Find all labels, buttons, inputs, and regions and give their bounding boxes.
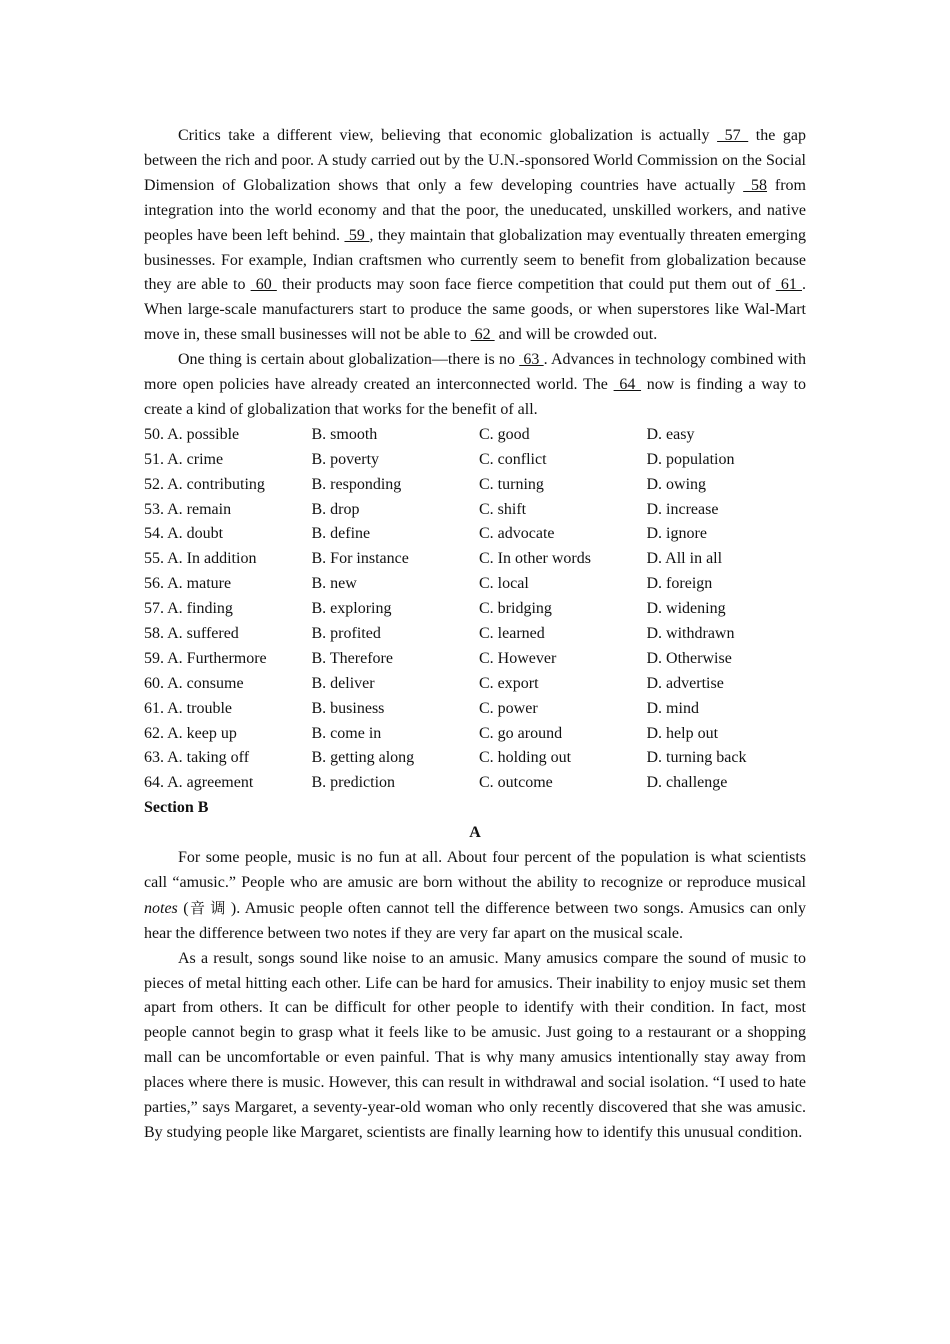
question-row: 61. A. trouble B. business C. power D. mind: [144, 699, 699, 717]
question-row: 54. A. doubt B. define C. advocate D. ignore: [144, 525, 707, 543]
blank-64: 64: [613, 376, 642, 394]
question-row: 52. A. contributing B. responding C. turning D. owing: [144, 475, 707, 493]
blank-58: 58: [743, 176, 768, 194]
question-row: 60. A. consume B. deliver C. export D. advertise: [144, 674, 724, 692]
paragraph-globalization-certain: One thing is certain about globalization—there is no 63 . Advances in technology combined with more open policies have already created an interconnected world. The 64 now is finding a way to create a kind of globalization that works for the benefit of all.: [144, 351, 807, 418]
question-row: 58. A. suffered B. profited C. learned D. withdrawn: [144, 625, 735, 642]
blank-57: 57: [717, 127, 749, 144]
section-heading: Section B: [144, 799, 209, 817]
blank-59: 59: [344, 226, 370, 244]
document-page: [144, 124, 806, 1146]
question-row: 51. A. crime B. poverty C. conflict D. population: [144, 450, 735, 468]
blank-63: 63: [519, 351, 544, 369]
question-row: 55. A. In addition B. For instance C. In other words D. All in all: [144, 550, 723, 568]
paragraph-globalization-critics: Critics take a different view, believing that economic globalization is actually 57 the gap between the rich and poor. A study carried out by the U.N.-sponsored World Commission on the Social Dimension of Globalization shows that only a few developing countries have actually 58 from integration into the world economy and that the poor, the uneducated, unskilled workers, and native peoples have been left behind. 59 , they maintain that globalization may eventually threaten emerging businesses. For example, Indian craftsmen who currently seem to benefit from globalization because they are able to 60 their products may soon face fierce competition that could put them out of 61 . When large-scale manufacturers start to produce the same goods, or when superstores like Wal-Mart move in, these small businesses will not be able to 62 and will be crowded out.: [144, 127, 807, 344]
question-row: 57. A. finding B. exploring C. bridging D. widening: [144, 600, 726, 618]
question-row: 56. A. mature B. new C. local D. foreign: [144, 575, 713, 593]
paragraph-amusic-intro: For some people, music is no fun at all. About four percent of the population is what scientists call “amusic.” People who are amusic are born without the ability to recognize or reproduce musical notes (音调). Amusic people often cannot tell the difference between two songs. Amusics can only hear the difference between two notes if they are very far apart on the musical scale.: [144, 849, 806, 942]
question-row: 59. A. Furthermore B. Therefore C. However D. Otherwise: [144, 649, 732, 667]
paragraph-amusic-life: As a result, songs sound like noise to an amusic. Many amusics compare the sound of music to pieces of metal hitting each other. Life can be hard for amusics. Their inability to enjoy music set them apart from others. It can be difficult for other people to identify with their condition. In fact, most people cannot begin to grasp what it feels like to be amusic. Just going to a restaurant or a shopping mall can be uncomfortable or even painful. That is why many amusics intentionally stay away from places where there is music. However, this can result in withdrawal and social isolation. “I used to hate parties,” says Margaret, a seventy-year-old woman who only recently discovered that she was amusic. By studying people like Margaret, scientists are finally learning how to identify this unusual condition.: [144, 949, 806, 1142]
term-notes: notes: [144, 899, 178, 917]
question-options-list: [144, 423, 806, 796]
blank-62: 62: [470, 326, 495, 344]
question-row: 53. A. remain B. drop C. shift D. increase: [144, 500, 719, 518]
question-row: 63. A. taking off B. getting along C. holding out D. turning back: [144, 749, 747, 767]
passage-title: A: [469, 824, 481, 842]
question-row: 64. A. agreement B. prediction C. outcome D. challenge: [144, 774, 728, 792]
blank-61: 61: [775, 276, 802, 294]
question-row: 50. A. possible B. smooth C. good D. easy: [144, 425, 695, 443]
question-row: 62. A. keep up B. come in C. go around D. help out: [144, 724, 719, 742]
blank-60: 60: [250, 276, 277, 294]
chinese-gloss: 音调: [188, 898, 231, 917]
